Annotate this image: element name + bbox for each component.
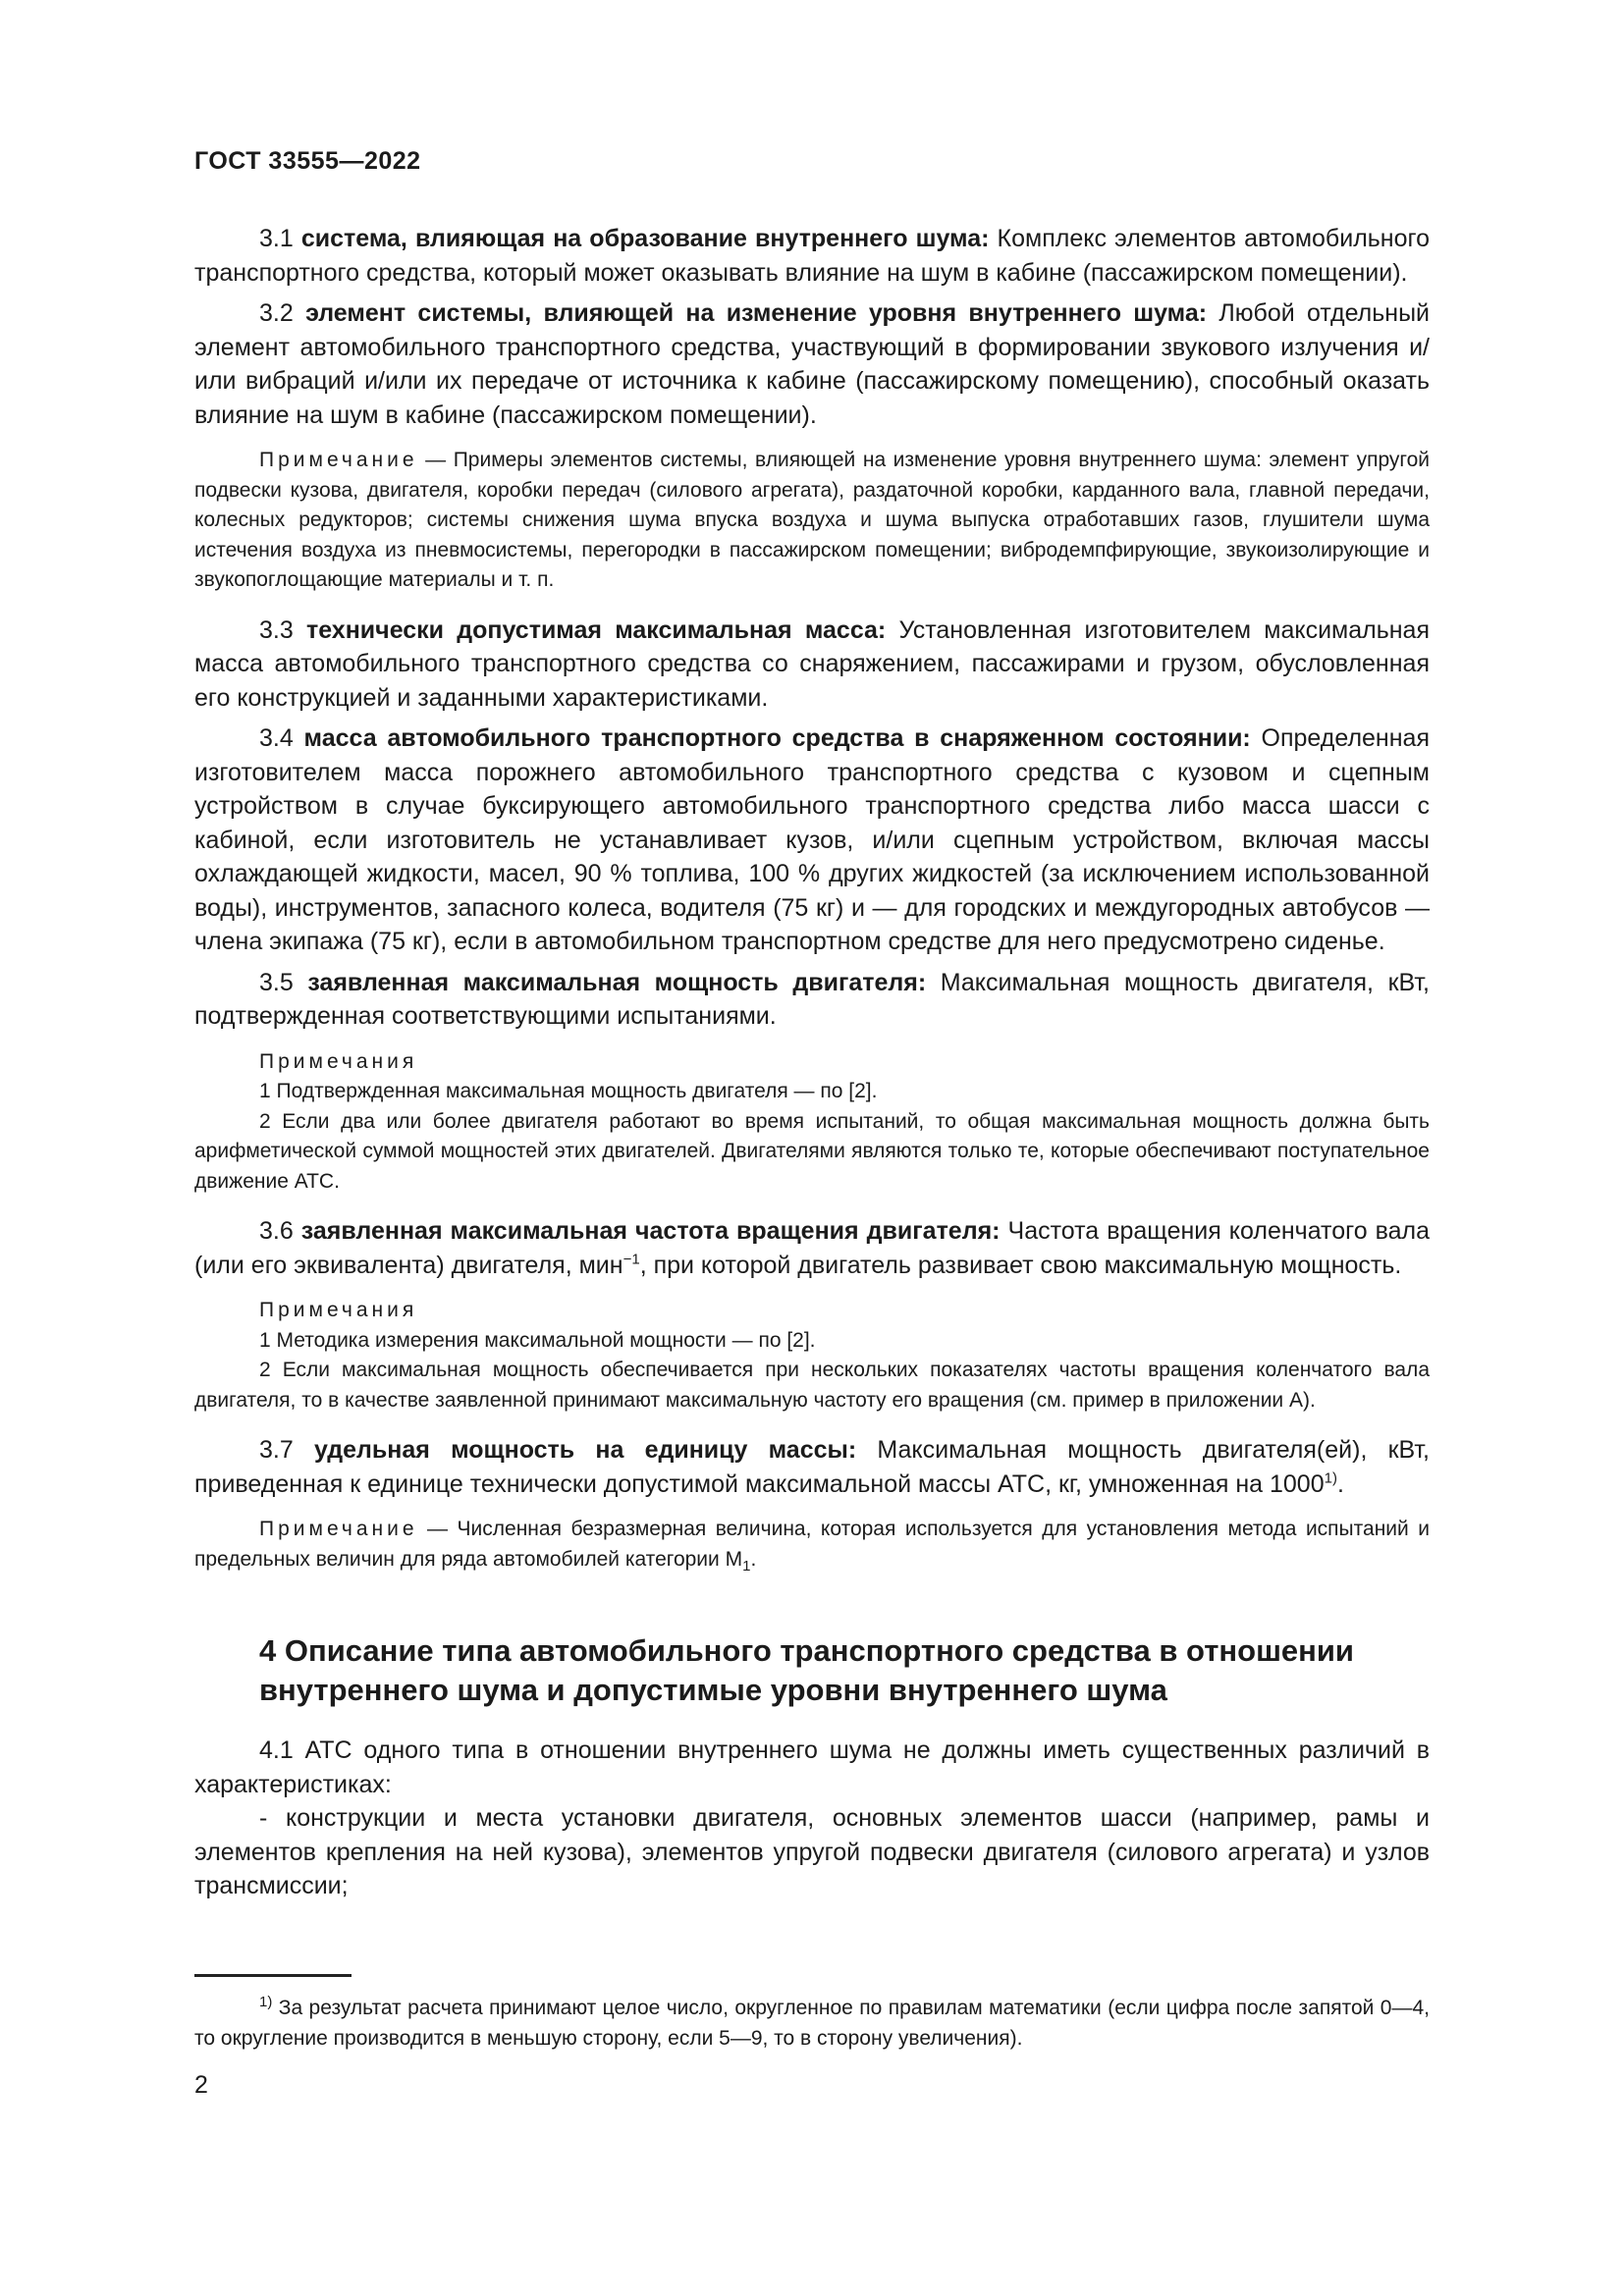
- definition-3-1: 3.1 система, влияющая на образование внутреннего шума: Комплекс элементов автомобильного транспортного средства, который может оказывать влияние на шум в кабине (пассажирском помещении).: [194, 225, 1430, 287]
- page-number: 2: [194, 2071, 208, 2099]
- definition-3-6: 3.6 заявленная максимальная частота вращения двигателя: Частота вращения коленчатого вала (или его эквивалента) двигателя, мин$^{-1}$, при которой двигатель развивает свою максимальную мощность.: [194, 1217, 1431, 1279]
- definition-3-5: 3.5 заявленная максимальная мощность двигателя: Максимальная мощность двигателя, кВт, подтвержденная соответствующими испытаниями.: [194, 968, 1430, 1030]
- note-3-7: Примечание — Численная безразмерная величина, которая используется для установления метода испытаний и предельных величин для ряда автомобилей категории $М_1$.: [194, 1518, 1430, 1575]
- paragraph-4-1: 4.1 АТС одного типа в отношении внутреннего шума не должны иметь существенных различий в характеристиках:: [194, 1736, 1430, 1798]
- notes-label: Примечания: [259, 1049, 418, 1073]
- definition-3-3: 3.3 технически допустимая максимальная масса: Установленная изготовителем максимальная масса автомобильного транспортного средства со снаряжением, пассажирами и грузом, обусловленная его конструкцией и заданными характеристиками.: [194, 615, 1431, 712]
- footnote-mark: 1): [259, 1994, 273, 2010]
- term: элемент системы, влияющей на изменение уровня внутреннего шума:: [305, 299, 1208, 327]
- term: заявленная максимальная частота вращения двигателя:: [300, 1217, 1001, 1245]
- note-3-2: Примечание — Примеры элементов системы, влияющей на изменение уровня внутреннего шума: элемент упругой подвески кузова, двигателя, коробки передач (силового агрегата), раздаточной коробки, карданного вала, главной передачи, колесных редукторов; системы снижения шума впуска воздуха и шума выпуска отработавших газов, глушители шума истечения воздуха из пневмосистемы, перегородки в пассажирском помещении; вибродемпфирующие, звукоизолирующие и звукопоглощающие материалы и т. п.: [194, 449, 1430, 591]
- note-item: 1 Методика измерения максимальной мощности — по [2].: [259, 1328, 816, 1352]
- note-label: Примечание: [259, 1518, 418, 1540]
- term: система, влияющая на образование внутреннего шума:: [300, 225, 990, 252]
- footnote-ref: 1): [1324, 1469, 1337, 1487]
- term: удельная мощность на единицу массы:: [313, 1436, 857, 1464]
- note-label: Примечание: [259, 449, 418, 471]
- term: технически допустимая максимальная масса:: [305, 615, 887, 644]
- superscript: −1: [623, 1251, 640, 1268]
- section-4-title: 4 Описание типа автомобильного транспортного средства в отношении внутреннего шума и допустимые уровни внутреннего шума: [259, 1633, 1354, 1707]
- notes-3-6: [194, 1296, 1430, 1415]
- subscript: 1: [742, 1557, 751, 1575]
- definition-3-4: 3.4 масса автомобильного транспортного средства в снаряженном состоянии: Определенная изготовителем масса порожнего автомобильного транспортного средства с кузовом и сцепным устройством в случае буксирующего автомобильного транспортного средства либо масса шасси с кабиной, если изготовитель не устанавливает кузов, и/или сцепным устройством, включая массы охлаждающей жидкости, масел, 90 % топлива, 100 % других жидкостей (за исключением использованной воды), инструментов, запасного колеса, водителя (75 кг) и — для городских и междугородных автобусов — члена экипажа (75 кг), если в автомобильном транспортном средстве для него предусмотрено сиденье.: [194, 724, 1430, 955]
- note-item: 2 Если максимальная мощность обеспечивается при нескольких показателях частоты вращения коленчатого вала двигателя, то в качестве заявленной принимают максимальную частоту его вращения (см. пример в приложении А).: [194, 1359, 1430, 1412]
- note-item: 1 Подтвержденная максимальная мощность двигателя — по [2].: [259, 1080, 878, 1102]
- document-header: ГОСТ 33555—2022: [194, 147, 421, 175]
- definition-3-7: 3.7 удельная мощность на единицу массы: Максимальная мощность двигателя(ей), кВт, приведенная к единице технически допустимой максимальной массы АТС, кг, умноженная на 1000$^{1)}$.: [194, 1436, 1431, 1498]
- notes-label: Примечания: [259, 1299, 418, 1321]
- footnote: $^{1)}$ За результат расчета принимают целое число, округленное по правилам математики (если цифра после запятой 0—4, то округление производится в меньшую сторону, если 5—9, то в сторону увеличения).: [194, 1994, 1430, 2050]
- term: заявленная максимальная мощность двигателя:: [307, 968, 927, 996]
- footnote-separator: [194, 1974, 352, 1977]
- main-content: [194, 222, 1430, 1903]
- paragraph-4-1-item: - конструкции и места установки двигателя, основных элементов шасси (например, рамы и элементов крепления на ней кузова), элементов упругой подвески двигателя (силового агрегата) и узлов трансмиссии;: [194, 1804, 1430, 1899]
- term: масса автомобильного транспортного средства в снаряженном состоянии:: [303, 724, 1251, 752]
- definition-3-2: 3.2 элемент системы, влияющей на изменение уровня внутреннего шума: Любой отдельный элемент автомобильного транспортного средства, участвующий в формировании звукового излучения и/или вибраций и/или их передаче от источника к кабине (пассажирскому помещению), способный оказать влияние на шум в кабине (пассажирском помещении).: [194, 299, 1431, 429]
- notes-3-5: [194, 1047, 1430, 1198]
- note-item: 2 Если два или более двигателя работают во время испытаний, то общая максимальная мощность должна быть арифметической суммой мощностей этих двигателей. Двигателями являются только те, которые обеспечивают поступательное движение АТС.: [194, 1109, 1430, 1193]
